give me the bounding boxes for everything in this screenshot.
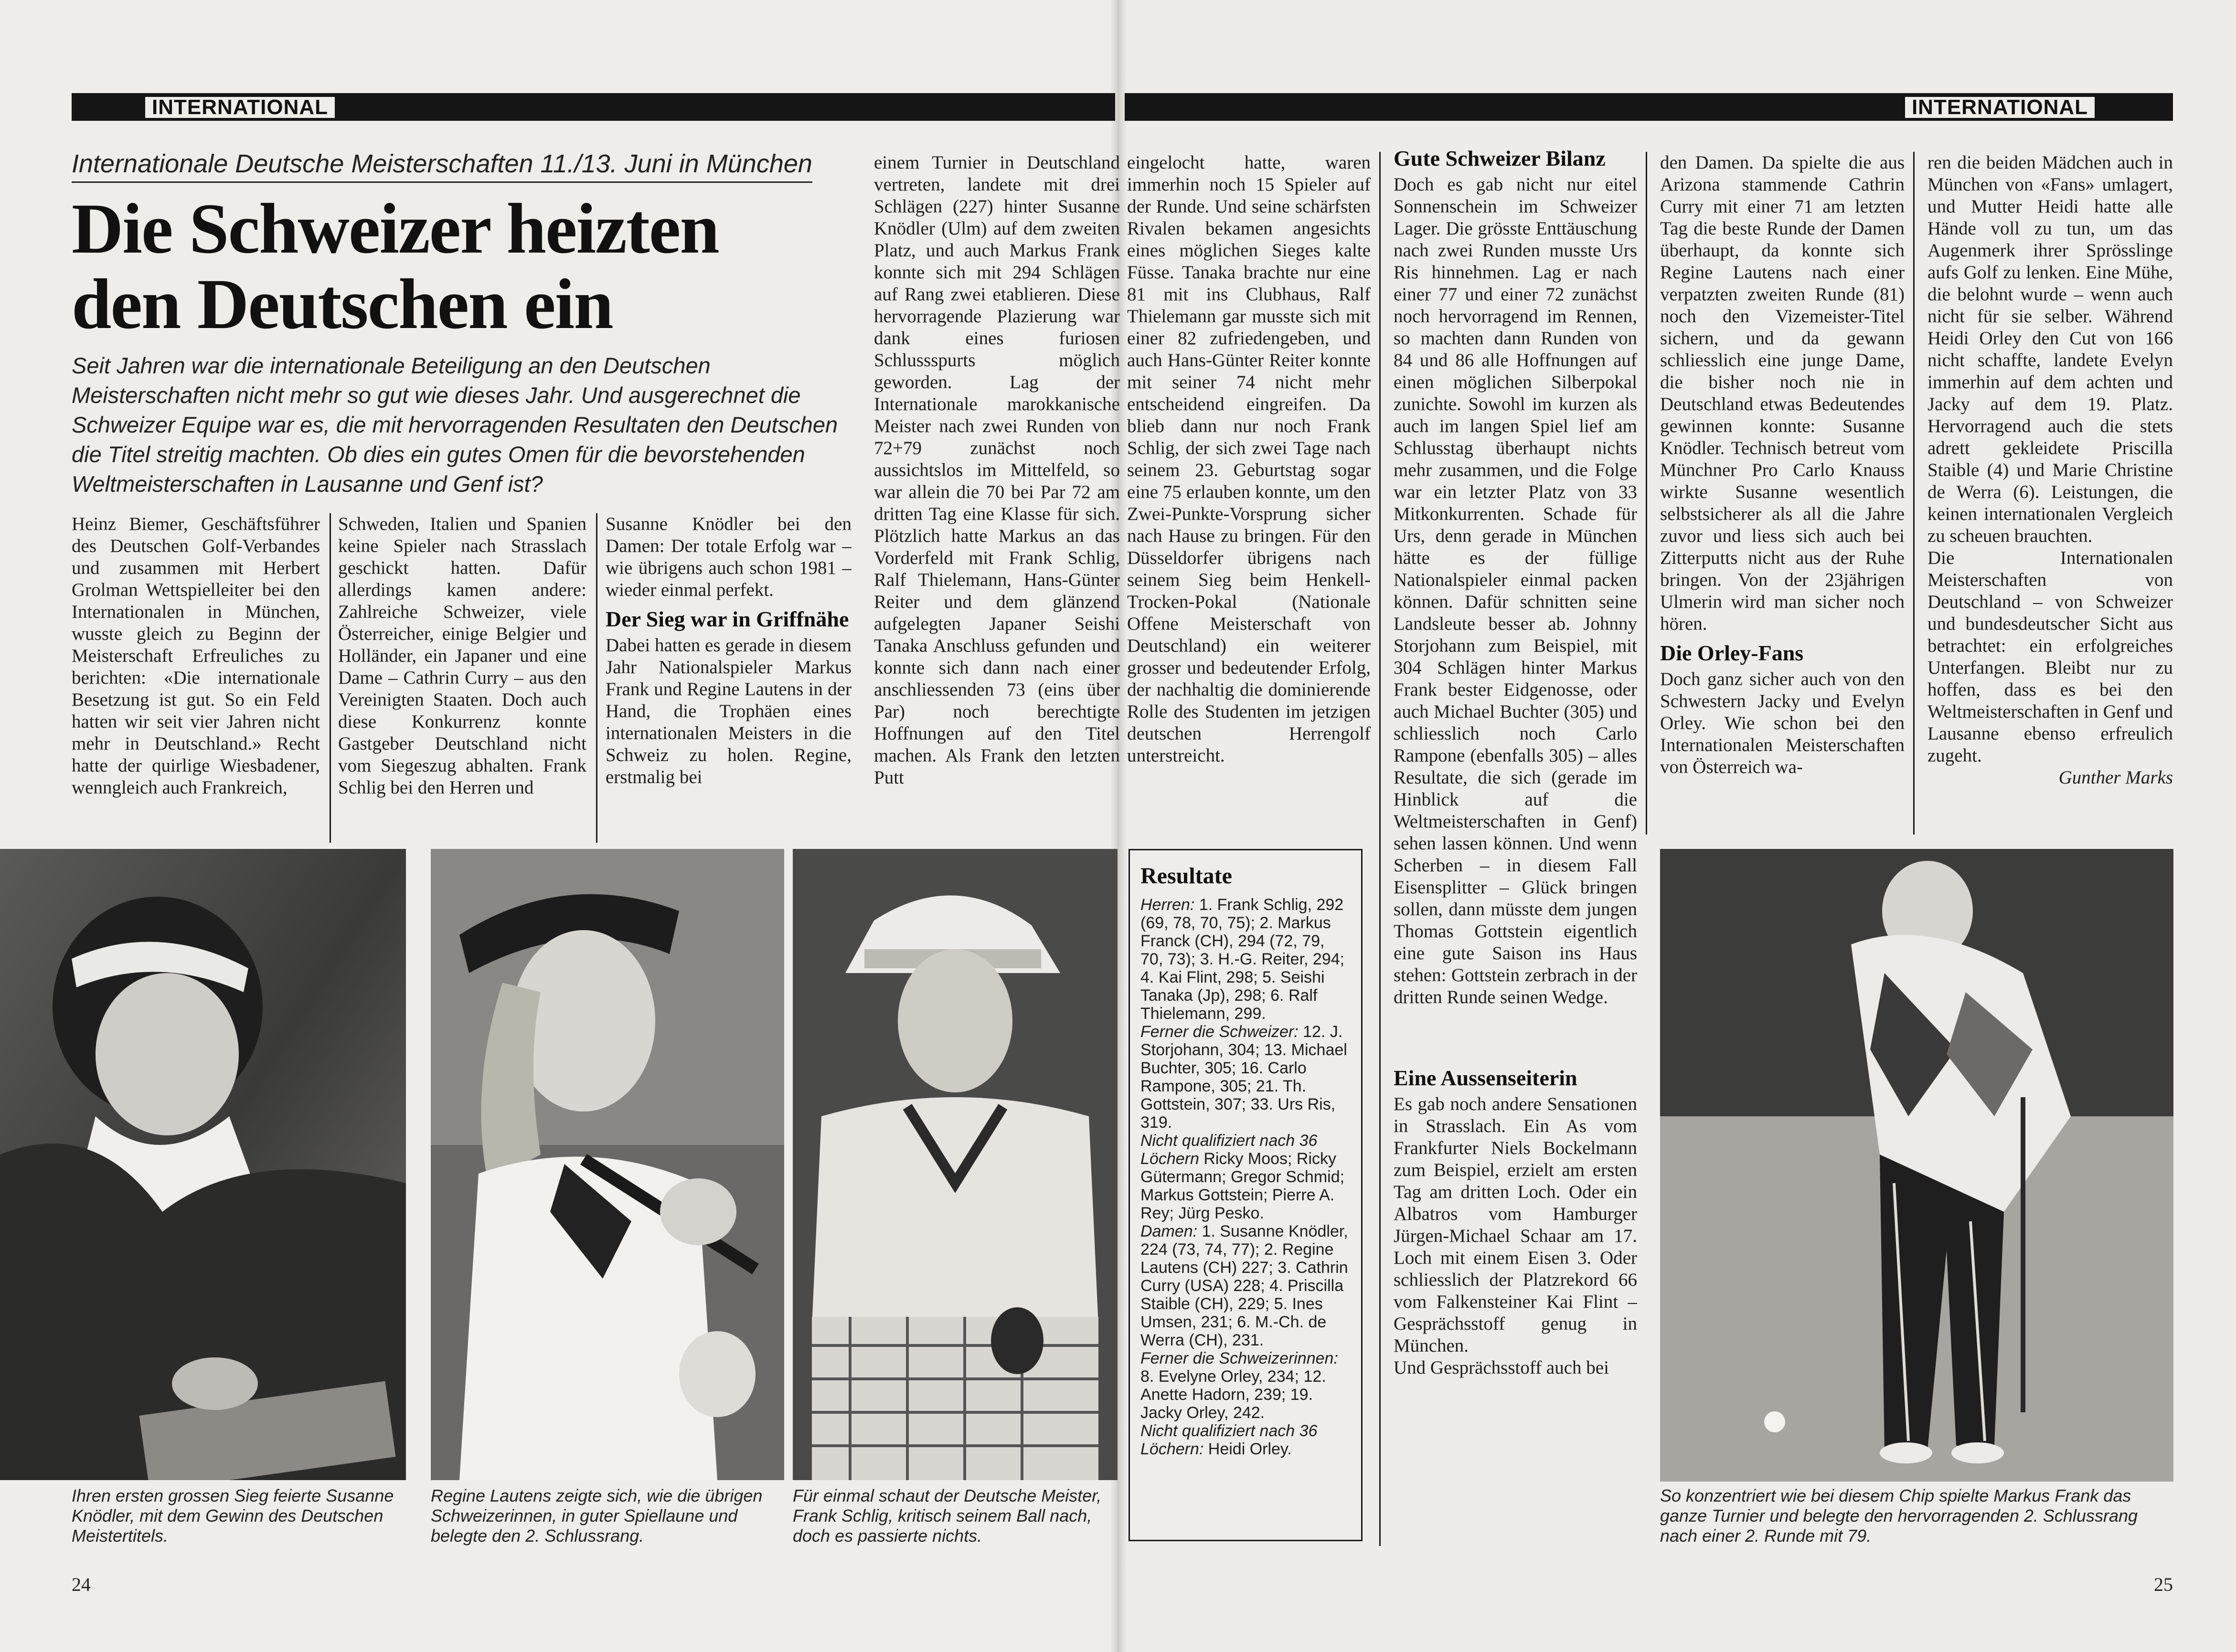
column-8-text-b: Die Internationalen Meisterschaften von Deutschland – von Schweizer und bundesdeutscher Sicht aus betrachtet: ein erfolgreiches Unterfangen. Bleibt nur zu hoffen, dass es bei den Weltmeisterschaften in Genf und Lausanne ebenso erfreulich zugeht.: [1927, 548, 2173, 766]
photo-susanne-knoedler: [0, 849, 406, 1480]
column-rule: [1646, 152, 1647, 835]
caption-photo-1: Ihren ersten grossen Sieg feierte Susanne Knödler, mit dem Gewinn des Deutschen Meistertitels.: [72, 1486, 394, 1546]
column-3-body: Dabei hatten es gerade in diesem Jahr Nationalspieler Markus Frank und Regine Lautens in der Hand, die Trophäen eines internationalen Meisters in die Schweiz zu holen. Regine, erstmalig bei: [606, 635, 852, 787]
headline-line-2: den Deutschen ein: [72, 265, 613, 344]
herren-label: Herren:: [1140, 896, 1195, 914]
subhead-orley: Die Orley-Fans: [1660, 641, 1804, 665]
column-2-text: Schweden, Italien und Spanien keine Spieler nach Strasslach geschickt hatten. Dafür allerdings kamen andere: Zahlreiche Schweizer, viele Österreicher, einige Belgier und Holländer, ein Japaner und eine Dame – Cathrin Curry – aus den Vereinigten Staaten. Doch auch diese Konkurrenz konnte Gastgeber Deutschland nicht vom Siegeszug abhalten. Frank Schlig bei den Herren und: [338, 514, 586, 798]
page-number-left: 24: [72, 1574, 91, 1595]
column-rule: [1913, 152, 1915, 835]
column-rule: [1379, 152, 1381, 1546]
nq1-results: Ricky Moos; Ricky Gütermann; Gregor Schmid; Markus Gottstein; Pierre A. Rey; Jürg Pesko.: [1140, 1150, 1345, 1222]
schweizer-results: 12. J. Storjohann, 304; 13. Michael Buchter, 305; 16. Carlo Rampone, 305; 21. Th. Gottstein, 307; 33. Urs Ris, 319.: [1140, 1023, 1347, 1132]
nq2-results: Heidi Orley.: [1203, 1440, 1292, 1458]
schweizerinnen-label: Ferner die Schweizerinnen:: [1140, 1349, 1338, 1367]
column-5: [1127, 152, 1371, 830]
schweizerinnen-results: 8. Evelyne Orley, 234; 12. Anette Hadorn, 239; 19. Jacky Orley, 242.: [1140, 1367, 1326, 1422]
results-title: Resultate: [1140, 863, 1232, 889]
column-3: [606, 513, 852, 845]
column-5-text: eingelocht hatte, waren immerhin noch 15 Spieler auf der Runde. Und seine schärfsten Rivalen bekamen angesichts eines möglichen Sieges kalte Füsse. Tanaka brachte nur eine 81 mit ins Clubhaus, Ralf Thielemann gar musste sich mit einer 82 zufriedengeben, und auch Hans-Günter Reiter konnte mit seiner 74 nicht mehr entscheidend eingreifen. Da blieb dann nur noch Frank Schlig, der sich zwei Tage nach seinem 23. Geburtstag sogar eine 75 erlauben konnte, um den Zwei-Punkte-Vorsprung sicher nach Hause zu bringen. Für den Düsseldorfer übrigens nach seinem Sieg beim Henkell-Trocken-Pokal (Nationale Offene Meisterschaft von Deutschland) ein weiterer grosser und bedeutender Erfolg, der nachhaltig die dominierende Rolle des Studenten im jetzigen deutschen Herrengolf unterstreicht.: [1127, 152, 1371, 766]
section-bar-right: [1125, 93, 2173, 121]
column-2: [338, 513, 586, 845]
column-6: [1394, 146, 1637, 1555]
damen-label: Damen:: [1140, 1222, 1198, 1240]
caption-photo-3: Für einmal schaut der Deutsche Meister, Frank Schlig, kritisch seinem Ball nach, doch es passierte nichts.: [793, 1486, 1102, 1546]
results-box: [1129, 849, 1363, 1541]
column-1-text: Heinz Biemer, Geschäftsführer des Deutschen Golf-Verbandes und zusammen mit Herbert Grolman Wettspielleiter bei den Internationalen in München, wusste gleich zu Beginn der Meisterschaft Erfreuliches zu berichten: «Die internationale Besetzung ist gut. So ein Feld hatten wir seit vier Jahren nicht mehr in Deutschland.» Recht hatte der quirlige Wiesbadener, wenngleich auch Frankreich,: [72, 514, 320, 798]
column-rule: [596, 513, 597, 843]
photo-frank-schlig: [793, 849, 1118, 1480]
caption-photo-2: Regine Lautens zeigte sich, wie die übrigen Schweizerinnen, in guter Spiellaune und belegte den 2. Schlussrang.: [431, 1486, 763, 1546]
article-kicker: Internationale Deutsche Meisterschaften 11./13. Juni in München: [72, 149, 812, 183]
page-number-right: 25: [2154, 1574, 2173, 1595]
article-lead: Seit Jahren war die internationale Beteiligung an den Deutschen Meisterschaften nicht mehr so gut wie dieses Jahr. Und ausgerechnet die Schweizer Equipe war es, die mit hervorragenden Resultaten den Deutschen die Titel streitig machten. Ob dies ein gutes Omen für die bevorstehenden Weltmeisterschaften in Lausanne und Genf ist?: [72, 353, 838, 497]
section-bar-left: [72, 93, 1115, 121]
column-1: [72, 513, 320, 845]
column-7: [1660, 152, 1905, 835]
author-signature: Gunther Marks: [2058, 767, 2173, 788]
column-7-text: den Damen. Da spielte die aus Arizona stammende Cathrin Curry mit einer 71 am letzten Tag die beste Runde der Damen überhaupt, da konnte sich Regine Lautens nach einer verpatzten zweiten Runde (81) noch den Vizemeister-Titel sichern, und da gewann schliesslich eine junge Dame, die bisher noch nie in Deutschland etwas Bedeutendes gewinnen konnte: Susanne Knödler. Technisch betreut vom Münchner Pro Carlo Knauss wirkte Susanne wesentlich selbstsicherer als all die Jahre zuvor und liess sich auch bei Zitterputts nicht aus der Ruhe bringen. Von der 23jährigen Ulmerin wird man sicher noch hören.: [1660, 152, 1905, 634]
column-6-body-3: Und Gesprächsstoff auch bei: [1394, 1357, 1609, 1378]
subhead-bilanz: Gute Schweizer Bilanz: [1394, 146, 1606, 170]
column-8-text: ren die beiden Mädchen auch in München von «Fans» umlagert, und Mutter Heidi hatte alle Hände voll zu tun, um das Augenmerk ihrer Sprösslinge aufs Golf zu lenken. Eine Mühe, die belohnt wurde – wenn auch nicht für sie selber. Während Heidi Orley den Cut von 166 nicht schaffte, landete Evelyn immerhin auf dem achten und Jacky auf dem 19. Platz. Hervorragend auch die stets adrett gekleidete Priscilla Staible (4) und Marie Christine de Werra (6). Leistungen, die keinen internationalen Vergleich zu scheuen brauchten.: [1927, 152, 2173, 546]
column-rule: [330, 513, 331, 843]
column-4-text: einem Turnier in Deutschland vertreten, landete mit drei Schlägen (227) hinter Susanne Knödler (Ulm) auf dem zweiten Platz, und auch Markus Frank konnte sich mit 294 Schlägen auf Rang zwei etablieren. Diese hervorragende Plazierung war dank eines furiosen Schlussspurts möglich geworden. Lag der Internationale marokkanische Meister nach zwei Runden von 72+79 zunächst noch aussichtslos im Mittelfeld, so war allein die 70 bei Par 72 am dritten Tag eine Klasse für sich. Plötzlich hatte Markus an das Vorderfeld mit Frank Schlig, Ralf Thielemann, Hans-Günter Reiter und dem glänzend aufgelegten Japaner Seishi Tanaka Anschluss gefunden und konnte sich dann nach einer anschliessenden 73 (eins über Par) noch berechtigte Hoffnungen auf den Titel machen. Als Frank den letzten Putt: [874, 152, 1120, 788]
section-label-left: INTERNATIONAL: [143, 97, 337, 118]
column-3-intro: Susanne Knödler bei den Damen: Der totale Erfolg war – wie übrigens auch schon 1981 – wieder einmal perfekt.: [606, 514, 852, 600]
section-label-right: INTERNATIONAL: [1903, 97, 2097, 118]
headline-line-1: Die Schweizer heizten: [72, 189, 719, 268]
results-text: [1140, 896, 1351, 1458]
column-4: [874, 152, 1120, 845]
column-8: [1927, 152, 2173, 835]
subhead-sieg: Der Sieg war in Griffnähe: [606, 607, 849, 631]
schweizer-label: Ferner die Schweizer:: [1140, 1023, 1299, 1041]
article-headline: [72, 191, 788, 342]
column-6-body: Doch es gab nicht nur eitel Sonnenschein im Schweizer Lager. Die grösste Enttäuschung nach zwei Runden musste Urs Ris hinnehmen. Lag er nach einer 77 und einer 72 zunächst noch hervorragend im Rennen, so machten dann Runden von 84 und 86 alle Hoffnungen auf einen möglichen Silberpokal zunichte. Sowohl im kurzen als auch im langen Spiel lief am Schlusstag überhaupt nichts mehr zusammen, und die Folge war ein letzter Platz von 33 Mitkonkurrenten. Schade für Urs, denn gerade in München hätte es der füllige Nationalspieler einmal packen können. Dafür schnitten seine Landsleute besser ab. Johnny Storjohann zum Beispiel, mit 304 Schlägen hinter Markus Frank bester Eidgenosse, oder auch Michael Buchter (305) und schliesslich noch Carlo Rampone (ebenfalls 305) – alles Resultate, die sich (gerade im Hinblick auf die Weltmeisterschaften in Genf) sehen lassen können. Und wenn Scherben – in diesem Fall Eisensplitter – Glück bringen sollen, dann müsste dem jungen Thomas Gottstein eigentlich eine gute Saison ins Haus stehen: Gottstein zerbrach in der dritten Runde seinen Wedge.: [1394, 174, 1637, 1007]
subhead-aussenseiterin: Eine Aussenseiterin: [1394, 1066, 1577, 1090]
damen-results: 1. Susanne Knödler, 224 (73, 74, 77); 2. Regine Lautens (CH) 227; 3. Cathrin Curry (USA) 228; 4. Priscilla Staible (CH), 229; 5. Ines Umsen, 231; 6. M.-Ch. de Werra (CH), 231.: [1140, 1222, 1348, 1349]
photo-markus-frank: [1660, 849, 2173, 1482]
column-7-body: Doch ganz sicher auch von den Schwestern Jacky und Evelyn Orley. Wie schon bei den Internationalen Meisterschaften von Österreich wa-: [1660, 669, 1905, 777]
nq1-label: Nicht qualifiziert nach 36 Löchern: [1140, 1132, 1318, 1168]
photo-regine-lautens: [431, 849, 784, 1480]
column-6-body-2: Es gab noch andere Sensationen in Strasslach. Ein As vom Frankfurter Niels Bockelmann zum Beispiel, erzielt am ersten Tag am dritten Loch. Oder ein Albatros vom Hamburger Jürgen-Michael Schaar am 17. Loch mit einem Eisen 3. Oder schliesslich der Platzrekord 66 vom Falkensteiner Kai Flint – Gesprächsstoff genug in München.: [1394, 1094, 1637, 1356]
herren-results: 1. Frank Schlig, 292 (69, 78, 70, 75); 2. Markus Franck (CH), 294 (72, 79, 70, 73); 3. H.-G. Reiter, 294; 4. Kai Flint, 298; 5. Seishi Tanaka (Jp), 298; 6. Ralf Thielemann, 299.: [1140, 896, 1345, 1023]
caption-photo-4: So konzentriert wie bei diesem Chip spielte Markus Frank das ganze Turnier und belegte den hervorragenden 2. Schlussrang nach einer 2. Runde mit 79.: [1660, 1486, 2138, 1546]
nq2-label: Nicht qualifiziert nach 36 Löchern:: [1140, 1422, 1318, 1458]
